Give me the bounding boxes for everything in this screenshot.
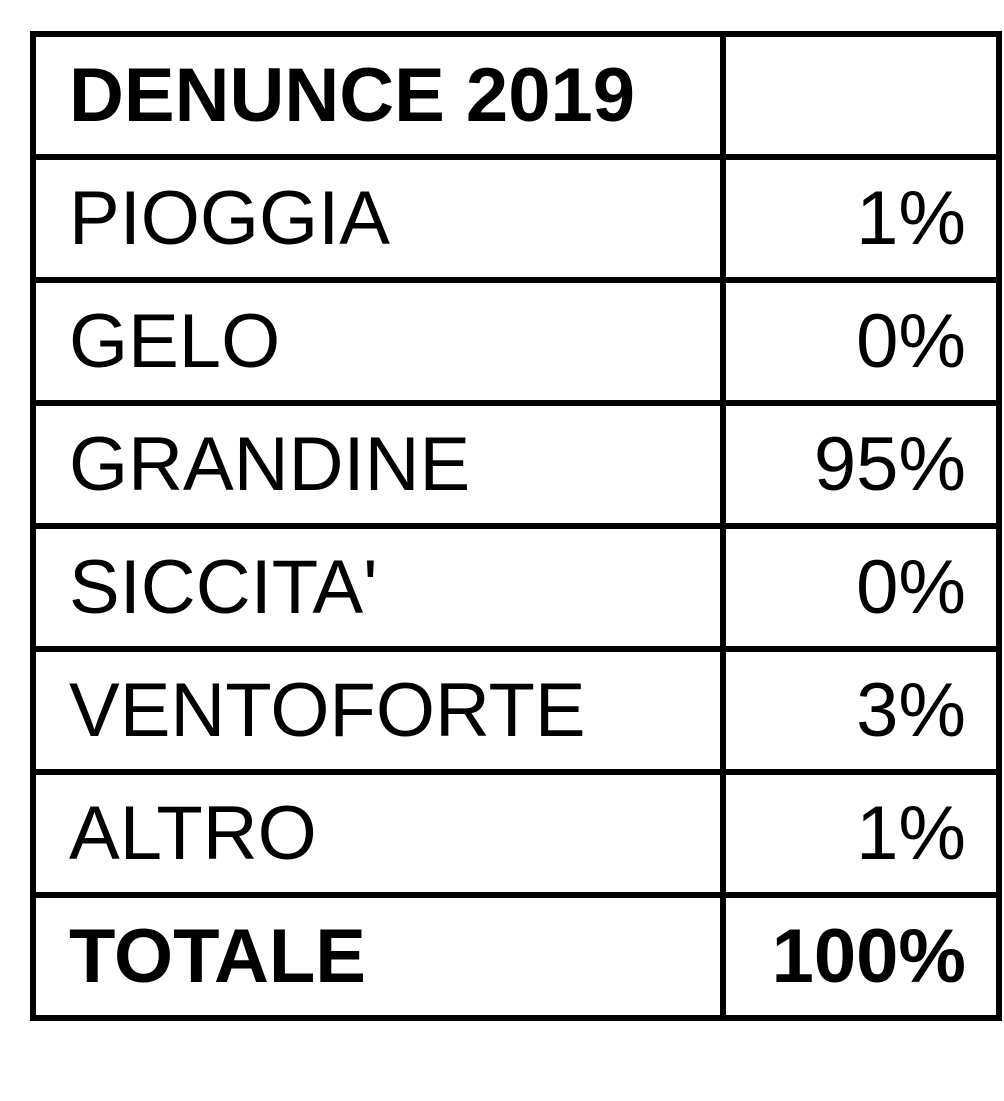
row-label-cell: VENTOFORTE [33, 649, 723, 772]
table-row [33, 649, 999, 772]
row-value-cell: 0% [723, 280, 999, 403]
row-value-cell: 95% [723, 403, 999, 526]
row-value-cell: 1% [723, 772, 999, 895]
table-row [33, 772, 999, 895]
table-header-row [33, 34, 999, 157]
data-table-container [30, 31, 1002, 1021]
row-label-cell: SICCITA' [33, 526, 723, 649]
table-row [33, 157, 999, 280]
total-value-cell: 100% [723, 895, 999, 1018]
table-row [33, 280, 999, 403]
header-value-cell [723, 34, 999, 157]
row-label-cell: GRANDINE [33, 403, 723, 526]
table-total-row [33, 895, 999, 1018]
row-label-cell: ALTRO [33, 772, 723, 895]
table-body [33, 34, 999, 1018]
row-value-cell: 3% [723, 649, 999, 772]
total-label-cell: TOTALE [33, 895, 723, 1018]
table-row [33, 526, 999, 649]
table-row [33, 403, 999, 526]
row-label-cell: PIOGGIA [33, 157, 723, 280]
header-label-cell: DENUNCE 2019 [33, 34, 723, 157]
row-value-cell: 0% [723, 526, 999, 649]
data-table [30, 31, 1002, 1021]
row-label-cell: GELO [33, 280, 723, 403]
row-value-cell: 1% [723, 157, 999, 280]
